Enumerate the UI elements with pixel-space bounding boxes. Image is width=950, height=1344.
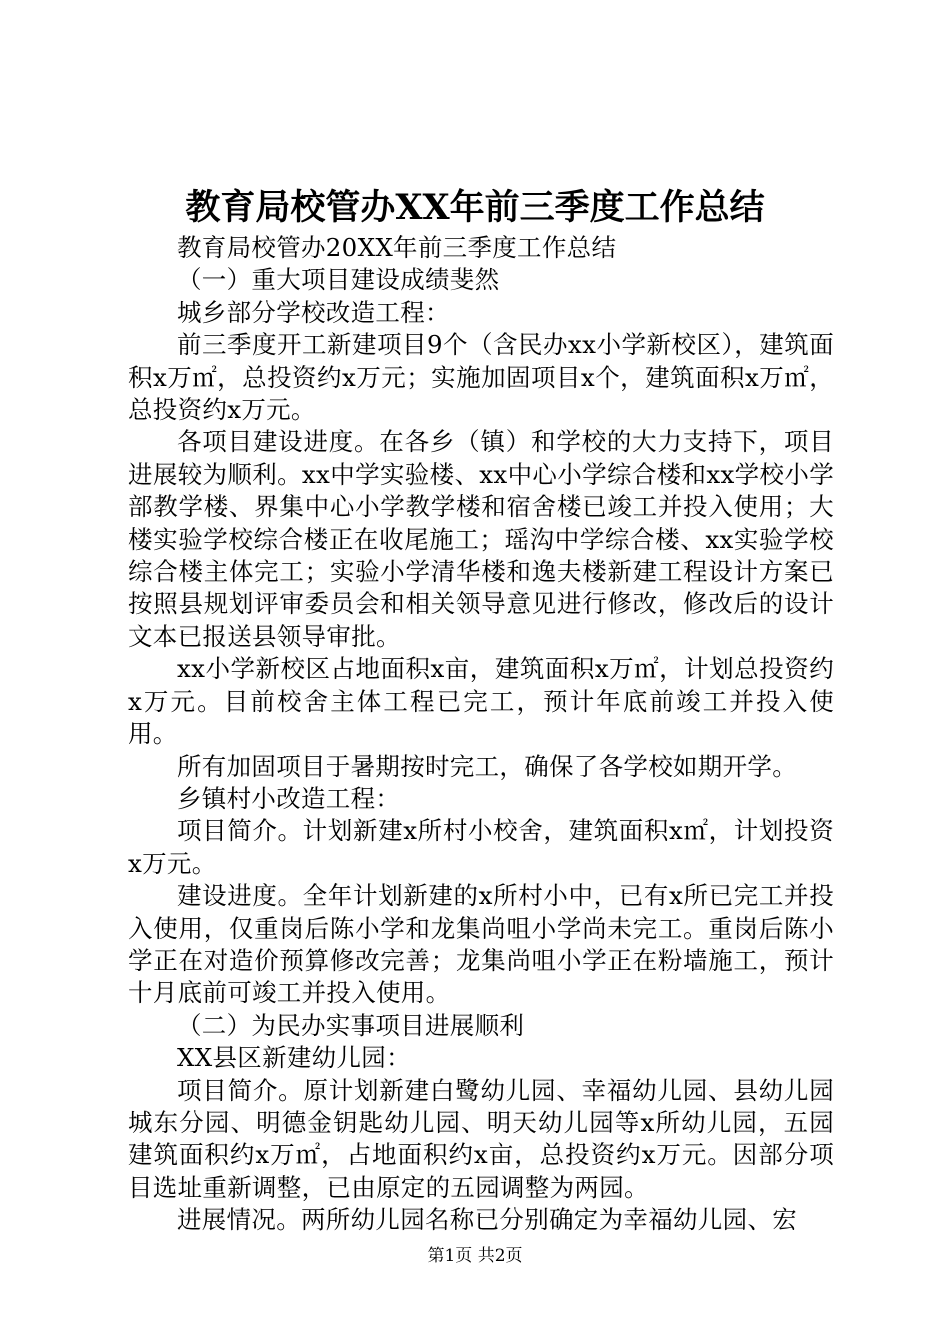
paragraph: 教育局校管办20XX年前三季度工作总结 [177,233,617,262]
paragraph: 进展情况。两所幼儿园名称已分别确定为幸福幼儿园、宏 [177,1205,797,1235]
paragraph: 各项目建设进度。在各乡（镇）和学校的大力支持下，项目进展较为顺利。xx中学实验楼、xx中心小学综合楼和xx学校小学部教学楼、界集中心小学教学楼和宿舍楼已竣工并投入使用；大楼实验学校综合楼正在收尾施工；瑶沟中学综合楼、xx实验学校综合楼主体完工；实验小学清华楼和逸夫楼新建工程设计方案已按照县规划评审委员会和相关领导意见进行修改，修改后的设计文本已报送县领导审批。 [128,427,834,651]
paragraph: 所有加固项目于暑期按时完工，确保了各学校如期开学。 [177,751,797,781]
document-body [128,232,834,1237]
paragraph: 项目简介。计划新建x所村小校舍，建筑面积x㎡，计划投资x万元。 [128,816,834,878]
paragraph: xx小学新校区占地面积x亩，建筑面积x万㎡，计划总投资约x万元。目前校舍主体工程已完工，预计年底前竣工并投入使用。 [128,654,834,749]
paragraph: 建设进度。全年计划新建的x所村小中，已有x所已完工并投入使用，仅重岗后陈小学和龙集尚咀小学尚未完工。重岗后陈小学正在对造价预算修改完善；龙集尚咀小学正在粉墙施工，预计十月底前可竣工并投入使用。 [128,881,834,1008]
paragraph: 前三季度开工新建项目9个（含民办xx小学新校区），建筑面积x万㎡，总投资约x万元；实施加固项目x个，建筑面积x万㎡，总投资约x万元。 [128,330,834,425]
subsection-heading: 乡镇村小改造工程： [177,783,401,813]
section-heading: （一）重大项目建设成绩斐然 [177,265,500,295]
section-heading: （二）为民办实事项目进展顺利 [177,1010,525,1040]
subsection-heading: 城乡部分学校改造工程： [177,297,450,327]
subsection-heading: XX县区新建幼儿园： [177,1043,411,1073]
paragraph: 项目简介。原计划新建白鹭幼儿园、幸福幼儿园、县幼儿园城东分园、明德金钥匙幼儿园、明天幼儿园等x所幼儿园，五园建筑面积约x万㎡，占地面积约x亩，总投资约x万元。因部分项目选址重新调整，已由原定的五园调整为两园。 [128,1075,834,1202]
document-title: 教育局校管办XX年前三季度工作总结 [185,187,765,228]
page-footer: 第1页 共2页 [427,1246,523,1266]
